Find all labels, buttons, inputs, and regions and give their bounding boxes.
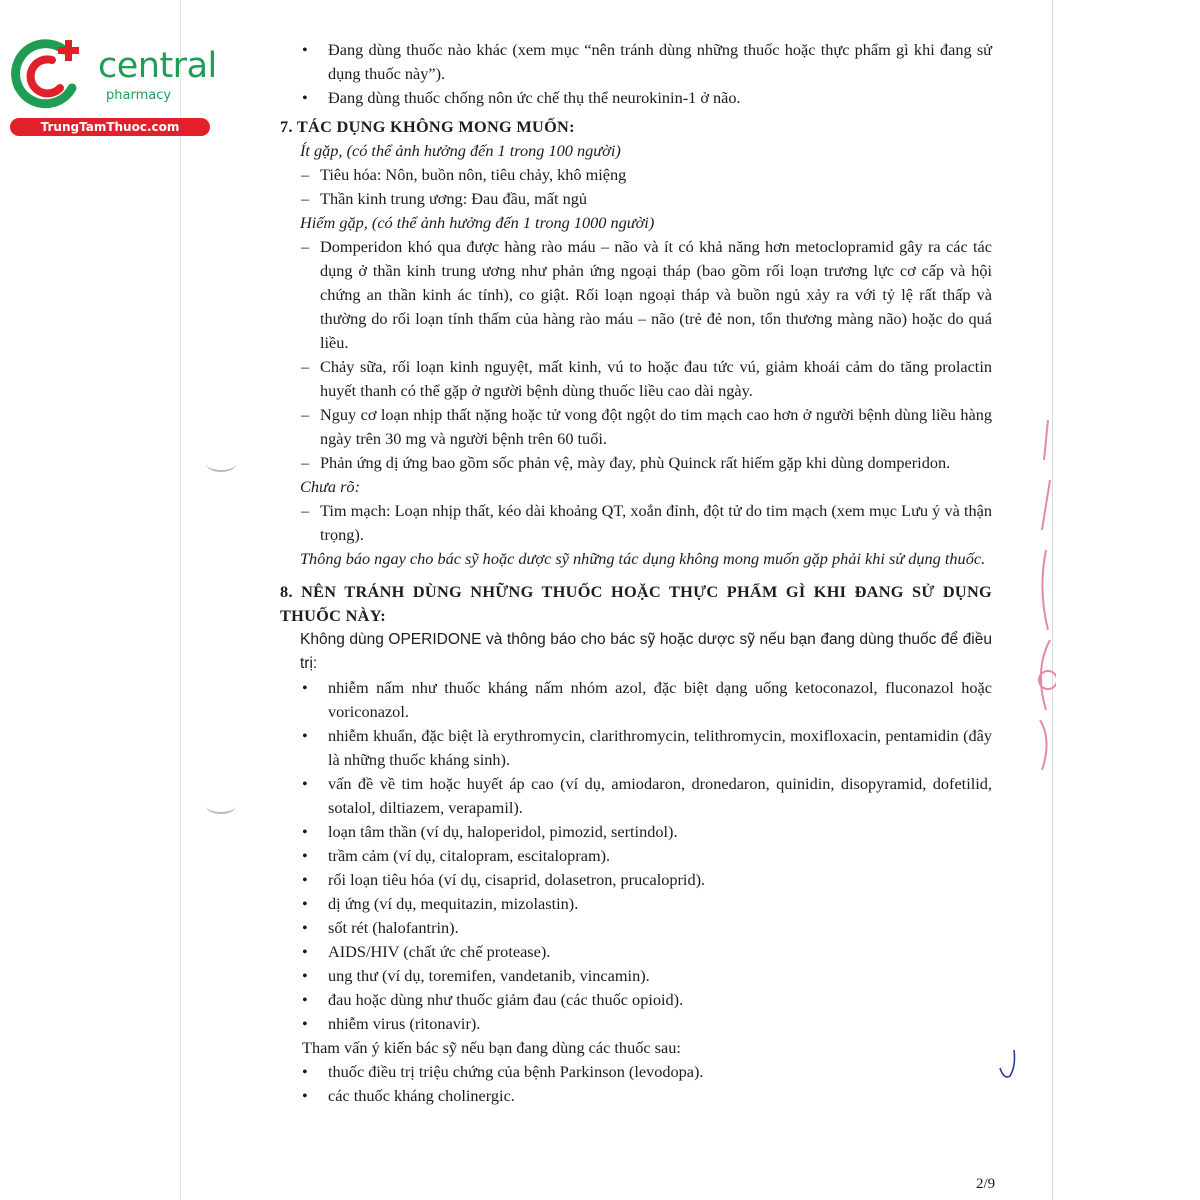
list-item: – Thần kinh trung ương: Đau đầu, mất ngủ — [280, 187, 992, 211]
list-item: • loạn tâm thần (ví dụ, haloperidol, pimozid, sertindol). — [280, 820, 992, 844]
list-item: • dị ứng (ví dụ, mequitazin, mizolastin). — [280, 892, 992, 916]
list-item: – Tim mạch: Loạn nhịp thất, kéo dài khoảng QT, xoắn đỉnh, đột tử do tim mạch (xem mục Lưu ý và thận trọng). — [280, 499, 992, 547]
list-item: – Domperidon khó qua được hàng rào máu – não và ít có khả năng hơn metoclopramid gây ra các tác dụng ở thần kinh trung ương như phản ứng ngoại tháp (bao gồm rối loạn trương lực cơ cấp và hội chứng an thần kinh ác tính), co giật. Rối loạn ngoại tháp và buồn ngủ xảy ra với tỷ lệ rất thấp và thường do rối loạn tính thấm của hàng rào máu – não (trẻ đẻ non, tổn thương màng não) hoặc do quá liều. — [280, 235, 992, 355]
notice-text: Thông báo ngay cho bác sỹ hoặc dược sỹ những tác dụng không mong muốn gặp phải khi sử dụng thuốc. — [300, 549, 986, 568]
list-item: – Chảy sữa, rối loạn kinh nguyệt, mất kinh, vú to hoặc đau tức vú, giảm khoái cảm do tăng prolactin huyết thanh có thể gặp ở người bệnh dùng thuốc liều cao dài ngày. — [280, 355, 992, 403]
list-item: • các thuốc kháng cholinergic. — [280, 1084, 992, 1108]
unknown-label: Chưa rõ: — [300, 477, 360, 496]
domain-link[interactable]: TrungTamThuoc.com — [10, 118, 210, 136]
consult-text: Tham vấn ý kiến bác sỹ nếu bạn đang dùng các thuốc sau: — [302, 1038, 681, 1057]
paper-edge — [180, 0, 181, 1200]
list-item: • nhiễm nấm như thuốc kháng nấm nhóm azol, đặc biệt dạng uống ketoconazol, fluconazol hoặc voriconazol. — [280, 676, 992, 724]
page-number: 2/9 — [976, 1176, 996, 1192]
list-item: • AIDS/HIV (chất ức chế protease). — [280, 940, 992, 964]
list-item: • nhiễm virus (ritonavir). — [280, 1012, 992, 1036]
list-item: • vấn đề về tim hoặc huyết áp cao (ví dụ, amiodaron, dronedaron, quinidin, disopyramid, dofetilid, sotalol, diltiazem, verapamil). — [280, 772, 992, 820]
section-7-heading: 7. TÁC DỤNG KHÔNG MONG MUỐN: — [280, 117, 575, 136]
list-item: • rối loạn tiêu hóa (ví dụ, cisaprid, dolasetron, prucaloprid). — [280, 868, 992, 892]
list-item: – Nguy cơ loạn nhịp thất nặng hoặc tử vong đột ngột do tim mạch cao hơn ở người bệnh dùng liều hàng ngày trên 30 mg và người bệnh trên 60 tuổi. — [280, 403, 992, 451]
list-item: • trầm cảm (ví dụ, citalopram, escitalopram). — [280, 844, 992, 868]
central-logo-icon — [10, 36, 94, 114]
list-item: • đau hoặc dùng như thuốc giảm đau (các thuốc opioid). — [280, 988, 992, 1012]
list-item: • Đang dùng thuốc nào khác (xem mục “nên tránh dùng những thuốc hoặc thực phẩm gì khi đang sử dụng thuốc này”). — [280, 38, 992, 86]
brand-name: central — [98, 46, 217, 86]
list-item: – Phản ứng dị ứng bao gồm sốc phản vệ, mày đay, phù Quinck rất hiếm gặp khi dùng domperidon. — [280, 451, 992, 475]
red-stamp-fragment — [1030, 420, 1056, 780]
list-item: • sốt rét (halofantrin). — [280, 916, 992, 940]
section-8-heading: 8. NÊN TRÁNH DÙNG NHỮNG THUỐC HOẶC THỰC PHẨM GÌ KHI ĐANG SỬ DỤNG THUỐC NÀY: — [280, 582, 992, 625]
rare-label: Hiếm gặp, (có thể ảnh hưởng đến 1 trong 1000 người) — [300, 213, 655, 232]
list-item: • thuốc điều trị triệu chứng của bệnh Parkinson (levodopa). — [280, 1060, 992, 1084]
brand-subtitle: pharmacy — [106, 88, 172, 103]
list-item: • nhiễm khuẩn, đặc biệt là erythromycin, clarithromycin, telithromycin, moxifloxacin, pentamidin (đây là những thuốc kháng sinh). — [280, 724, 992, 772]
uncommon-label: Ít gặp, (có thể ảnh hưởng đến 1 trong 100 người) — [300, 141, 621, 160]
punch-hole-mark — [206, 798, 236, 814]
section-8-intro: Không dùng OPERIDONE và thông báo cho bác sỹ hoặc dược sỹ nếu bạn đang dùng thuốc để điều trị: — [300, 631, 992, 672]
handwritten-mark-icon — [996, 1046, 1022, 1086]
list-item: • ung thư (ví dụ, toremifen, vandetanib, vincamin). — [280, 964, 992, 988]
list-item: – Tiêu hóa: Nôn, buồn nôn, tiêu chảy, khô miệng — [280, 163, 992, 187]
document-body — [280, 38, 992, 1108]
punch-hole-mark — [206, 456, 236, 472]
pharmacy-logo[interactable] — [10, 36, 215, 136]
list-item: • Đang dùng thuốc chống nôn ức chế thụ thể neurokinin-1 ở não. — [280, 86, 992, 110]
